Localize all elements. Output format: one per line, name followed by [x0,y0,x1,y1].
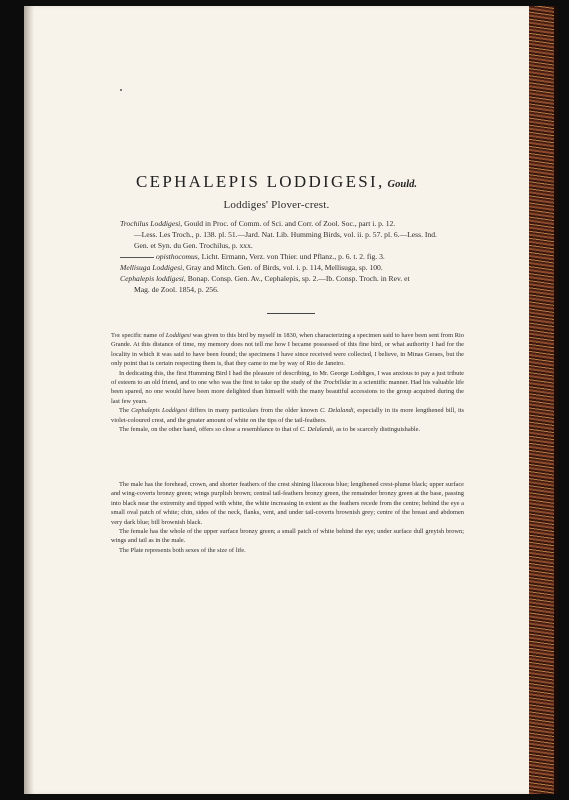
paragraph: The Plate represents both sexes of the size of life. [119,546,246,554]
paragraph: The male has the forehead, crown, and shorter feathers of the crest shining lilaceous blue; lengthened crest-plume black; upper surface and wing-coverts bronzy green; wings purplish brown; central tail-feathers bronzy green, the remainder bronzy green at the base, passing into black near the extremity and tipped with white, the white increasing in extent as the feathers recede from the centre; behind the eye a small oval patch of white; chin, sides of the neck, flanks, vent, and under tail-coverts brownish grey; centre of the breast and abdomen very dark blue; bill brownish black. [111,481,464,526]
description-body-1 [111,331,464,434]
synonym-name: opisthocomus, [156,252,200,261]
species-author: Gould. [387,179,417,190]
synonym-name: Mellisuga Loddigesi, [120,263,185,272]
synonym-continuation: Mag. de Zool. 1854, p. 256. [134,285,219,294]
synonym-entry [120,218,450,251]
synonym-ref: Gray and Mitch. Gen. of Birds, vol. i. p. 114, Mellisuga, sp. 100. [186,263,383,272]
common-name: Loddiges' Plover-crest. [223,199,330,211]
paragraph: The female, on the other hand, offers so close a resemblance to that of C. Delalandi, as to be scarcely distinguishable. [119,426,421,434]
book-edge [527,6,558,794]
ditto-rule [120,257,154,258]
page-gutter-shadow [24,6,34,794]
synonym-name: Trochilus Loddigesi, [120,219,183,228]
synonym-entry [120,273,450,295]
species-title [24,172,529,192]
description-body-2 [111,480,464,555]
paragraph: The specific name of Loddigesi was given to this bird by myself in 1830, when characterizing a specimen said to have been sent from Rio Grande. At this distance of time, my memory does not tell me how I became possessed of this fine bird, or what authority I had for the locality in which it was said to have been found; the specimens I have since received were collected, I believe, in Minas Geraes, but the only point that is certain respecting them is, that they came to me by way of Rio de Janeiro. [111,332,464,368]
synonym-ref: Gould in Proc. of Comm. of Sci. and Corr. of Zool. Soc., part i. p. 12. [184,219,396,228]
synonym-ref: Licht. Ermann, Verz. von Thier. und Pflanz., p. 6. t. 2. fig. 3. [201,252,385,261]
section-rule [267,313,315,314]
book-page [24,6,529,794]
species-name: CEPHALEPIS LODDIGESI, [136,172,385,191]
synonym-entry [120,251,450,262]
paragraph: In dedicating this, the first Humming Bird I had the pleasure of describing, to Mr. George Loddiges, I was anxious to pay a just tribute of esteem to an old friend, and to one who was the first to take up the study of the Trochilidæ in a scientific manner. Had his valuable life been spared, no one would have been more delighted than himself with the many beautiful accessions to the group acquired during the last few years. [111,369,465,405]
paragraph: The Cephalepis Loddigesi differs in many particulars from the older known C. Delalandi, especially in its more lengthened bill, its violet-coloured crest, and the greater amount of white on the tips of the tail-feathers. [111,407,464,424]
synonym-ref: Bonap. Consp. Gen. Av., Cephalepis, sp. 2.—Ib. Consp. Troch. in Rev. et [187,274,410,283]
synonym-name: Cephalepis loddigesi, [120,274,186,283]
synonym-continuation: —Less. Les Troch., p. 138. pl. 51.—Jard. Nat. Lib. Humming Birds, vol. ii. p. 57. pl. 6.—Less. Ind. Gen. et Syn. du Gen. Trochilus, p. xxx. [134,230,437,250]
ink-speck [120,89,122,91]
paragraph: The female has the whole of the upper surface bronzy green; a small patch of white behind the eye; under surface dull greyish brown; wings and tail as in the male. [111,528,464,545]
synonym-entry [120,262,450,273]
